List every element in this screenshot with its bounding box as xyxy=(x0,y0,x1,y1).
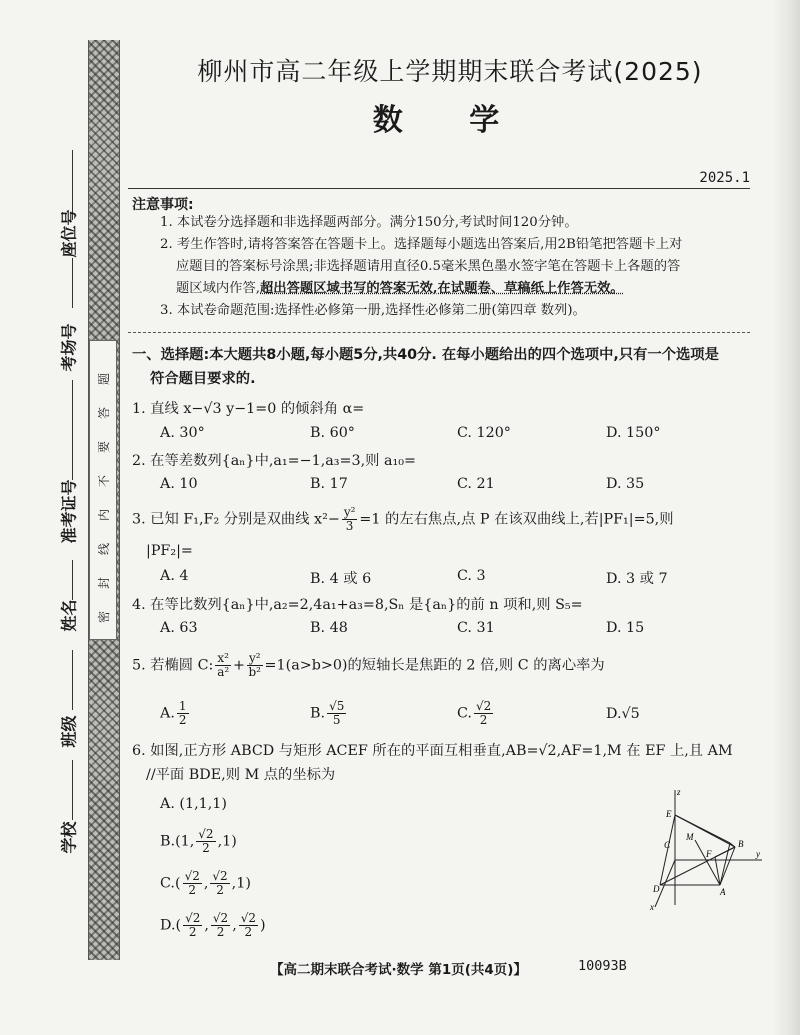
exam-date: 2025.1 xyxy=(699,170,750,186)
school-line[interactable] xyxy=(72,760,73,820)
label-d: D xyxy=(653,884,660,894)
class-line[interactable] xyxy=(72,650,73,710)
q5-d-text: √5 xyxy=(621,706,640,722)
exam-title: 柳州市高二年级上学期期末联合考试(2025) xyxy=(197,57,703,86)
note-2-tail: 题区域内作答, xyxy=(176,281,261,296)
q5-a-num: 1 xyxy=(178,699,187,713)
q6-option-b: B.(1, $\frac{√2}{2}$ ,1) xyxy=(160,827,237,855)
ticket-number-label: 准考证号 xyxy=(59,479,79,544)
q5-f1-num: x² xyxy=(217,651,229,665)
note-2-cont2 xyxy=(176,278,756,300)
q6-c-pre: C. xyxy=(160,875,175,892)
q6-d-num-3: √2 xyxy=(240,911,257,925)
q3-stem-b: =1 的左右焦点,点 P 在该双曲线上,若|PF₁|=5,则 xyxy=(359,511,674,528)
note-3: 3. 本试卷命题范围:选择性必修第一册,选择性必修第二册(第四章 数列)。 xyxy=(160,303,586,318)
q5-b-frac xyxy=(327,700,346,727)
exam-room-line[interactable] xyxy=(72,258,73,308)
q5-frac-1 xyxy=(215,652,231,679)
q2-option-a: A. 10 xyxy=(160,476,198,492)
q6-c-frac-1 xyxy=(183,870,202,897)
note-2-cont: 应题目的答案标号涂黑;非选择题请用直径0.5毫米黑色墨水签字笔在答题卡上各题的答 xyxy=(176,259,681,274)
exam-room-label: 考场号 xyxy=(59,323,79,372)
q1-option-a: A. 30° xyxy=(160,425,205,441)
name-line[interactable] xyxy=(72,560,73,600)
question-2-stem: 2. 在等差数列{aₙ}中,a₁=−1,a₃=3,则 a₁₀= xyxy=(132,453,416,469)
q5-stem-b: =1(a>b>0)的短轴长是焦距的 2 倍,则 C 的离心率为 xyxy=(264,657,605,674)
seal-char: 封 xyxy=(97,577,111,590)
section-line-2: 符合题目要求的. xyxy=(150,371,256,387)
label-a: A xyxy=(720,887,726,897)
q5-b-num: √5 xyxy=(329,699,345,713)
q6-option-d: D.( $\frac{√2}{2}$ , $\frac{√2}{2}$ , $\frac{√2}{2}$ ) xyxy=(160,911,266,939)
q6-c-num-1: √2 xyxy=(184,869,200,883)
q6-d-frac-2 xyxy=(211,912,230,939)
q5-b-pre: B. xyxy=(310,705,326,722)
q5-a-den: 2 xyxy=(178,713,187,727)
seal-char: 内 xyxy=(97,509,111,522)
q6-c-num-2: √2 xyxy=(212,869,228,883)
q5-a-pre: A. xyxy=(160,705,175,722)
page-footer: 【高二期末联合考试·数学 第1页(共4页)】 xyxy=(270,962,527,978)
label-b: B xyxy=(738,839,744,849)
paper-code: 10093B xyxy=(578,958,627,974)
q6-d-num-1: √2 xyxy=(185,911,201,925)
question-5-stem xyxy=(132,652,762,679)
q6-b-den: 2 xyxy=(202,841,210,855)
q5-option-d xyxy=(606,706,640,722)
question-6-stem-2: //平面 BDE,则 M 点的坐标为 xyxy=(146,767,336,783)
notes-heading: 注意事项: xyxy=(132,197,194,213)
note-1: 1. 本试卷分选择题和非选择题两部分。满分150分,考试时间120分钟。 xyxy=(160,215,578,230)
q5-f2-num: y² xyxy=(248,651,261,665)
q5-option-c xyxy=(457,700,495,727)
label-m: M xyxy=(686,832,694,842)
geometry-figure xyxy=(640,785,770,915)
q5-f1-den: a² xyxy=(217,665,230,679)
q3-fraction xyxy=(342,506,358,533)
q3-frac-num: y² xyxy=(343,505,356,519)
q5-c-num: √2 xyxy=(475,699,492,713)
q5-plus: + xyxy=(232,657,245,674)
q6-b-frac xyxy=(196,828,215,855)
q3-option-d: D. 3 或 7 xyxy=(606,571,668,587)
label-f: F xyxy=(706,849,712,859)
seat-number-label: 座位号 xyxy=(59,209,79,258)
q6-d-pre: D. xyxy=(160,917,176,934)
q6-option-c: C.( $\frac{√2}{2}$ , $\frac{√2}{2}$ ,1) xyxy=(160,869,251,897)
q5-d-pre: D. xyxy=(606,706,622,722)
seal-char: 答 xyxy=(97,407,111,420)
ticket-number-line[interactable] xyxy=(72,380,73,480)
note-2: 2. 考生作答时,请将答案答在答题卡上。选择题每小题选出答案后,用2B铅笔把答题卡上对 xyxy=(160,237,683,252)
seal-char: 线 xyxy=(97,543,111,556)
q5-option-b xyxy=(310,700,348,727)
q3-option-b: B. 4 或 6 xyxy=(310,571,372,587)
page-edge xyxy=(772,0,800,1035)
q5-c-pre: C. xyxy=(457,705,472,722)
q5-f2-den: b² xyxy=(248,665,261,679)
q4-option-c: C. 31 xyxy=(457,620,495,636)
q3-frac-den: 3 xyxy=(345,519,354,533)
note-2-emphasis: 超出答题区域书写的答案无效,在试题卷、草稿纸上作答无效。 xyxy=(260,281,624,296)
seal-char: 题 xyxy=(97,373,111,386)
q3-option-a: A. 4 xyxy=(160,568,189,584)
question-6-stem: 6. 如图,正方形 ABCD 与矩形 ACEF 所在的平面互相垂直,AB=√2,AF=1,M 在 EF 上,且 AM xyxy=(132,743,733,759)
name-label: 姓名 xyxy=(59,599,79,632)
q1-option-d: D. 150° xyxy=(606,425,661,441)
q1-option-b: B. 60° xyxy=(310,425,355,441)
q6-d-frac-3 xyxy=(239,912,258,939)
q6-b-pre: B. xyxy=(160,833,176,850)
section-heading xyxy=(132,343,757,391)
q5-stem-a: 5. 若椭圆 C: xyxy=(132,657,214,674)
section-line-1: 一、选择题:本大题共8小题,每小题5分,共40分. 在每小题给出的四个选项中,只有一个选项是 xyxy=(132,347,719,363)
class-label: 班级 xyxy=(59,715,79,748)
subject-title: 数 学 xyxy=(372,103,528,138)
q6-d-num-2: √2 xyxy=(212,911,229,925)
q6-d-den-2: 2 xyxy=(216,925,225,939)
seal-char: 密 xyxy=(97,611,111,624)
q2-option-d: D. 35 xyxy=(606,476,645,492)
label-x: x xyxy=(650,902,654,912)
q1-option-c: C. 120° xyxy=(457,425,511,441)
question-4-stem: 4. 在等比数列{aₙ}中,a₂=2,4a₁+a₃=8,Sₙ 是{aₙ}的前 n 项和,则 S₅= xyxy=(132,597,583,613)
q3-option-c: C. 3 xyxy=(457,568,486,584)
q6-d-frac-1 xyxy=(183,912,202,939)
label-c: C xyxy=(664,840,671,850)
q5-a-frac xyxy=(177,700,189,727)
q3-stem-a: 3. 已知 F₁,F₂ 分别是双曲线 x²− xyxy=(132,511,340,528)
q6-option-a: A. (1,1,1) xyxy=(160,796,227,812)
q2-option-b: B. 17 xyxy=(310,476,348,492)
q5-c-den: 2 xyxy=(479,713,488,727)
q6-d-den-1: 2 xyxy=(188,925,197,939)
q5-frac-2 xyxy=(247,652,263,679)
q4-option-b: B. 48 xyxy=(310,620,348,636)
q6-d-den-3: 2 xyxy=(244,925,253,939)
q2-option-c: C. 21 xyxy=(457,476,495,492)
q6-c-frac-2 xyxy=(210,870,229,897)
label-y: y xyxy=(756,849,760,859)
header-rule xyxy=(128,188,750,189)
q6-b-num: √2 xyxy=(198,827,214,841)
seal-char: 不 xyxy=(97,475,111,488)
question-3-stem xyxy=(132,506,762,533)
school-label: 学校 xyxy=(59,821,79,854)
seal-char: 要 xyxy=(97,441,111,454)
q4-option-d: D. 15 xyxy=(606,620,645,636)
q5-c-frac xyxy=(474,700,493,727)
q5-b-den: 5 xyxy=(332,713,341,727)
label-z: z xyxy=(677,787,681,797)
label-e: E xyxy=(666,809,672,819)
q5-option-a xyxy=(160,700,191,727)
question-3-stem-2: |PF₂|= xyxy=(146,543,193,559)
q6-c-den-1: 2 xyxy=(188,883,197,897)
question-1-stem: 1. 直线 x−√3 y−1=0 的倾斜角 α= xyxy=(132,401,365,417)
q4-option-a: A. 63 xyxy=(160,620,198,636)
notes-divider xyxy=(128,332,750,333)
q6-c-den-2: 2 xyxy=(216,883,224,897)
